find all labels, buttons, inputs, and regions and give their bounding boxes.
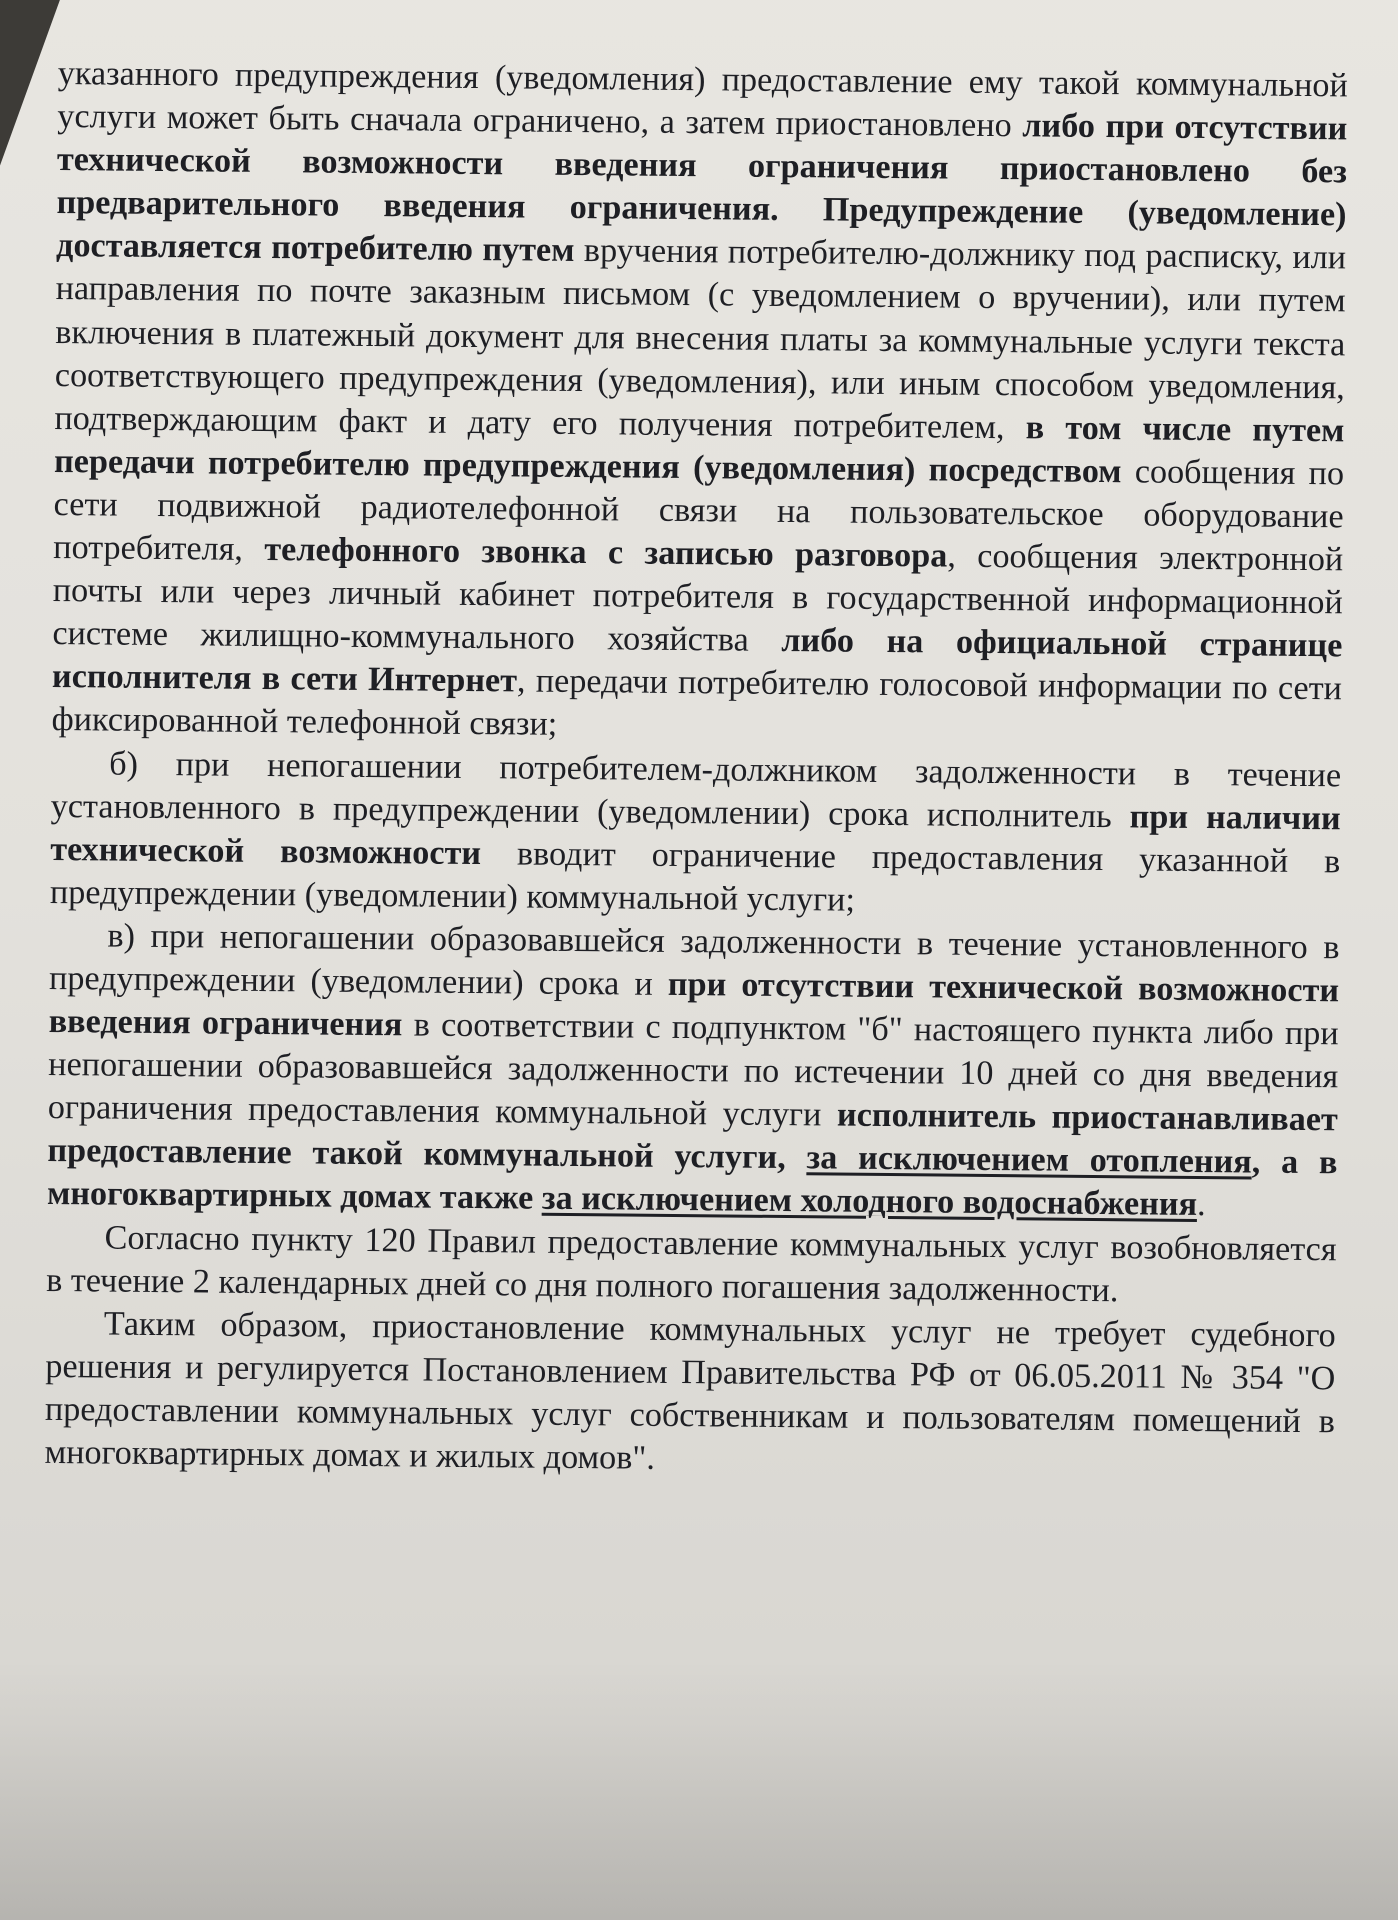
bold-text-run: либо на официальной странице исполнителя в сети Интернет: [51, 622, 1343, 700]
text-run: сообщения по сети подвижной радиотелефонной связи на пользовательское оборудование потребителя,: [53, 453, 1345, 569]
underlined-text-run: за исключением холодного водоснабжения: [541, 1180, 1198, 1224]
page-shadow: [0, 1660, 1398, 1920]
document-text: [44, 52, 1348, 1486]
text-run: Согласно пункту 120 Правил предоставление коммунальных услуг возобновляется в течение 2 календарных дней со дня полного погашения задолженности.: [46, 1219, 1337, 1309]
text-run: , сообщения электронной почты или через личный кабинет потребителя в государственной информационной системе жилищно-коммунального хозяйства: [52, 537, 1344, 660]
bold-text-run: либо при отсутствии технической возможности введения ограничения приостановлено без предварительного введения ограничения. Предупреждение (уведомление) доставляется потребителю путем: [55, 107, 1348, 270]
bold-text-run: телефонного звонка с записью разговора: [264, 531, 948, 575]
text-run: в соответствии с подпунктом "б" настоящего пункта либо при непогашении образовавшейся задолженности по истечении 10 дней со дня введения ограничения предоставления коммунальной услуги: [47, 1006, 1339, 1134]
paragraph: [44, 1302, 1336, 1487]
paragraph: [47, 914, 1340, 1228]
bold-text-run: при наличии технической возможности: [50, 797, 1341, 872]
text-run: .: [1196, 1186, 1206, 1224]
bold-text-run: исполнитель приостанавливает предоставление такой коммунальной услуги,: [47, 1096, 1338, 1177]
text-run: вводит ограничение предоставления указанной в предупреждении (уведомлении) коммунальной услуги;: [49, 834, 1341, 919]
bold-text-run: при отсутствии технической возможности введения ограничения: [48, 965, 1340, 1044]
text-run: б) при непогашении потребителем-должником задолженности в течение установленного в предупреждении (уведомлении) срока исполнитель: [50, 745, 1342, 835]
underlined-text-run: за исключением отопления: [806, 1139, 1252, 1181]
paragraph: [50, 741, 1342, 926]
text-run: Таким образом, приостановление коммунальных услуг не требует судебного решения и регулируется Постановлением Правительства РФ от 06.05.2011 № 354 "О предоставлении коммунальных услуг собственникам и пользователям помещений в многоквартирных домах и жилых домов".: [44, 1305, 1336, 1477]
text-run: вручения потребителю-должнику под расписку, или направления по почте заказным письмом (с уведомлением о вручении), или путем включения в платежный документ для внесения платы за коммунальные услуги текста соответствующего предупреждения (уведомления), или иным способом уведомления, подтверждающим факт и дату его получения потребителем,: [54, 232, 1347, 447]
bold-text-run: , а в многоквартирных домах также: [46, 1143, 1338, 1218]
bold-text-run: в том числе путем передачи потребителю предупреждения (уведомления) посредством: [53, 409, 1345, 491]
text-run: указанного предупреждения (уведомления) предоставление ему такой коммунальной услуги может быть сначала ограничено, а затем приостановлено: [57, 54, 1348, 145]
text-run: , передачи потребителю голосовой информации по сети фиксированной телефонной связи;: [51, 662, 1343, 744]
text-run: в) при непогашении образовавшейся задолженности в течение установленного в предупреждении (уведомлении) срока и: [48, 917, 1340, 1003]
paragraph: [46, 1215, 1337, 1314]
paragraph: [51, 52, 1348, 754]
